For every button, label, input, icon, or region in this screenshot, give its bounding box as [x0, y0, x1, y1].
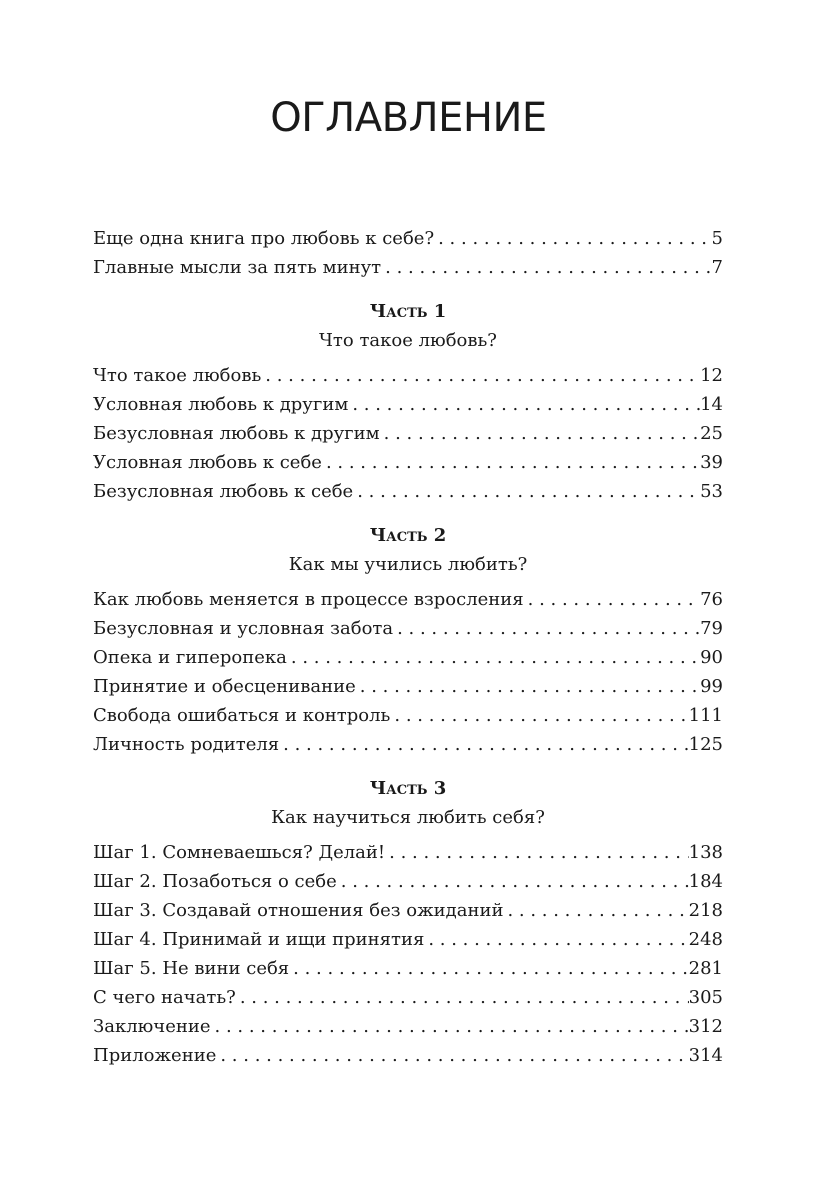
- toc-entry-page: 248: [688, 929, 723, 950]
- toc-entry-label: Главные мысли за пять минут: [93, 257, 382, 278]
- dot-leader: [322, 448, 700, 478]
- toc-entry[interactable]: [93, 954, 723, 984]
- toc-entry-page: 7: [711, 257, 723, 278]
- dot-leader: [261, 361, 700, 391]
- part-subtitle: Как научиться любить себя?: [271, 807, 545, 828]
- dot-leader: [524, 585, 700, 615]
- toc-entry-label: Шаг 3. Создавай отношения без ожиданий: [93, 900, 504, 921]
- toc-entry-label: Еще одна книга про любовь к себе?: [93, 228, 435, 249]
- part-heading: Часть 2: [369, 525, 447, 546]
- dot-leader: [424, 925, 688, 955]
- toc-entry-page: 99: [700, 676, 723, 697]
- toc-entry-page: 125: [688, 734, 723, 755]
- toc-entry-label: Безусловная любовь к себе: [93, 481, 354, 502]
- toc-entry-page: 39: [700, 452, 723, 473]
- toc-entry[interactable]: [93, 224, 723, 254]
- toc-entry-page: 12: [700, 365, 723, 386]
- toc-entry-page: 90: [700, 647, 723, 668]
- toc-entry[interactable]: [93, 361, 723, 391]
- toc-entry-label: Личность родителя: [93, 734, 280, 755]
- toc-entry[interactable]: [93, 419, 723, 449]
- toc-entry-label: Шаг 4. Принимай и ищи принятия: [93, 929, 425, 950]
- toc-entry[interactable]: [93, 390, 723, 420]
- toc-entry[interactable]: [93, 672, 723, 702]
- toc-entry-label: Приложение: [93, 1045, 217, 1066]
- toc-entry[interactable]: [93, 925, 723, 955]
- toc-entry[interactable]: [93, 701, 723, 731]
- toc-entry-page: 79: [700, 618, 723, 639]
- dot-leader: [434, 224, 711, 254]
- part-heading: Часть 1: [369, 301, 447, 322]
- toc-entry[interactable]: [93, 983, 723, 1013]
- part-subtitle: Что такое любовь?: [319, 330, 497, 351]
- toc-entry-page: 314: [688, 1045, 723, 1066]
- dot-leader: [503, 896, 688, 926]
- dot-leader: [348, 390, 700, 420]
- toc-entry-label: Что такое любовь: [93, 365, 262, 386]
- dot-leader: [236, 983, 689, 1013]
- dot-leader: [353, 477, 700, 507]
- dot-leader: [337, 867, 689, 897]
- toc-entry-label: Шаг 5. Не вини себя: [93, 958, 290, 979]
- dot-leader: [381, 253, 711, 283]
- dot-leader: [216, 1041, 688, 1071]
- toc-entry-page: 281: [688, 958, 723, 979]
- toc-entry-page: 5: [711, 228, 723, 249]
- toc-entry[interactable]: [93, 1041, 723, 1071]
- dot-leader: [289, 954, 688, 984]
- dot-leader: [390, 701, 688, 731]
- toc-entry[interactable]: [93, 643, 723, 673]
- toc-entry[interactable]: [93, 614, 723, 644]
- dot-leader: [279, 730, 688, 760]
- dot-leader: [393, 614, 700, 644]
- toc-entry[interactable]: [93, 253, 723, 283]
- toc-entry-label: Принятие и обесценивание: [93, 676, 356, 697]
- toc-entry-page: 14: [700, 394, 723, 415]
- toc-entry-label: Заключение: [93, 1016, 211, 1037]
- toc-entry[interactable]: [93, 867, 723, 897]
- toc-entry[interactable]: [93, 730, 723, 760]
- toc-entry-page: 25: [700, 423, 723, 444]
- toc-entry[interactable]: [93, 1012, 723, 1042]
- toc-entry-label: Условная любовь к другим: [93, 394, 349, 415]
- dot-leader: [211, 1012, 689, 1042]
- toc-entry-label: Опека и гиперопека: [93, 647, 287, 668]
- part-subtitle: Как мы учились любить?: [288, 554, 528, 575]
- toc-entry-label: Свобода ошибаться и контроль: [93, 705, 391, 726]
- toc-entry-page: 53: [700, 481, 723, 502]
- toc-entry-page: 138: [688, 842, 723, 863]
- toc-entry[interactable]: [93, 838, 723, 868]
- toc-entry-label: Условная любовь к себе: [93, 452, 322, 473]
- toc-entry-page: 184: [688, 871, 723, 892]
- toc-entry[interactable]: [93, 477, 723, 507]
- toc-entry-page: 76: [700, 589, 723, 610]
- toc-entry-label: С чего начать?: [93, 987, 236, 1008]
- toc-entry-label: Как любовь меняется в процессе взросления: [93, 589, 524, 610]
- dot-leader: [356, 672, 700, 702]
- toc-entry-page: 111: [688, 705, 723, 726]
- dot-leader: [385, 838, 689, 868]
- toc-entry-page: 312: [688, 1016, 723, 1037]
- toc-entry[interactable]: [93, 896, 723, 926]
- toc-entry-page: 305: [688, 987, 723, 1008]
- toc-entry-label: Безусловная любовь к другим: [93, 423, 380, 444]
- part-heading: Часть 3: [369, 778, 447, 799]
- toc-entry[interactable]: [93, 448, 723, 478]
- toc-entry-label: Шаг 2. Позаботься о себе: [93, 871, 337, 892]
- page-title: ОГЛАВЛЕНИЕ: [270, 95, 547, 141]
- toc-entry-label: Шаг 1. Сомневаешься? Делай!: [93, 842, 386, 863]
- dot-leader: [380, 419, 700, 449]
- dot-leader: [287, 643, 700, 673]
- toc-entry-page: 218: [688, 900, 723, 921]
- toc-entry-label: Безусловная и условная забота: [93, 618, 394, 639]
- toc-entry[interactable]: [93, 585, 723, 615]
